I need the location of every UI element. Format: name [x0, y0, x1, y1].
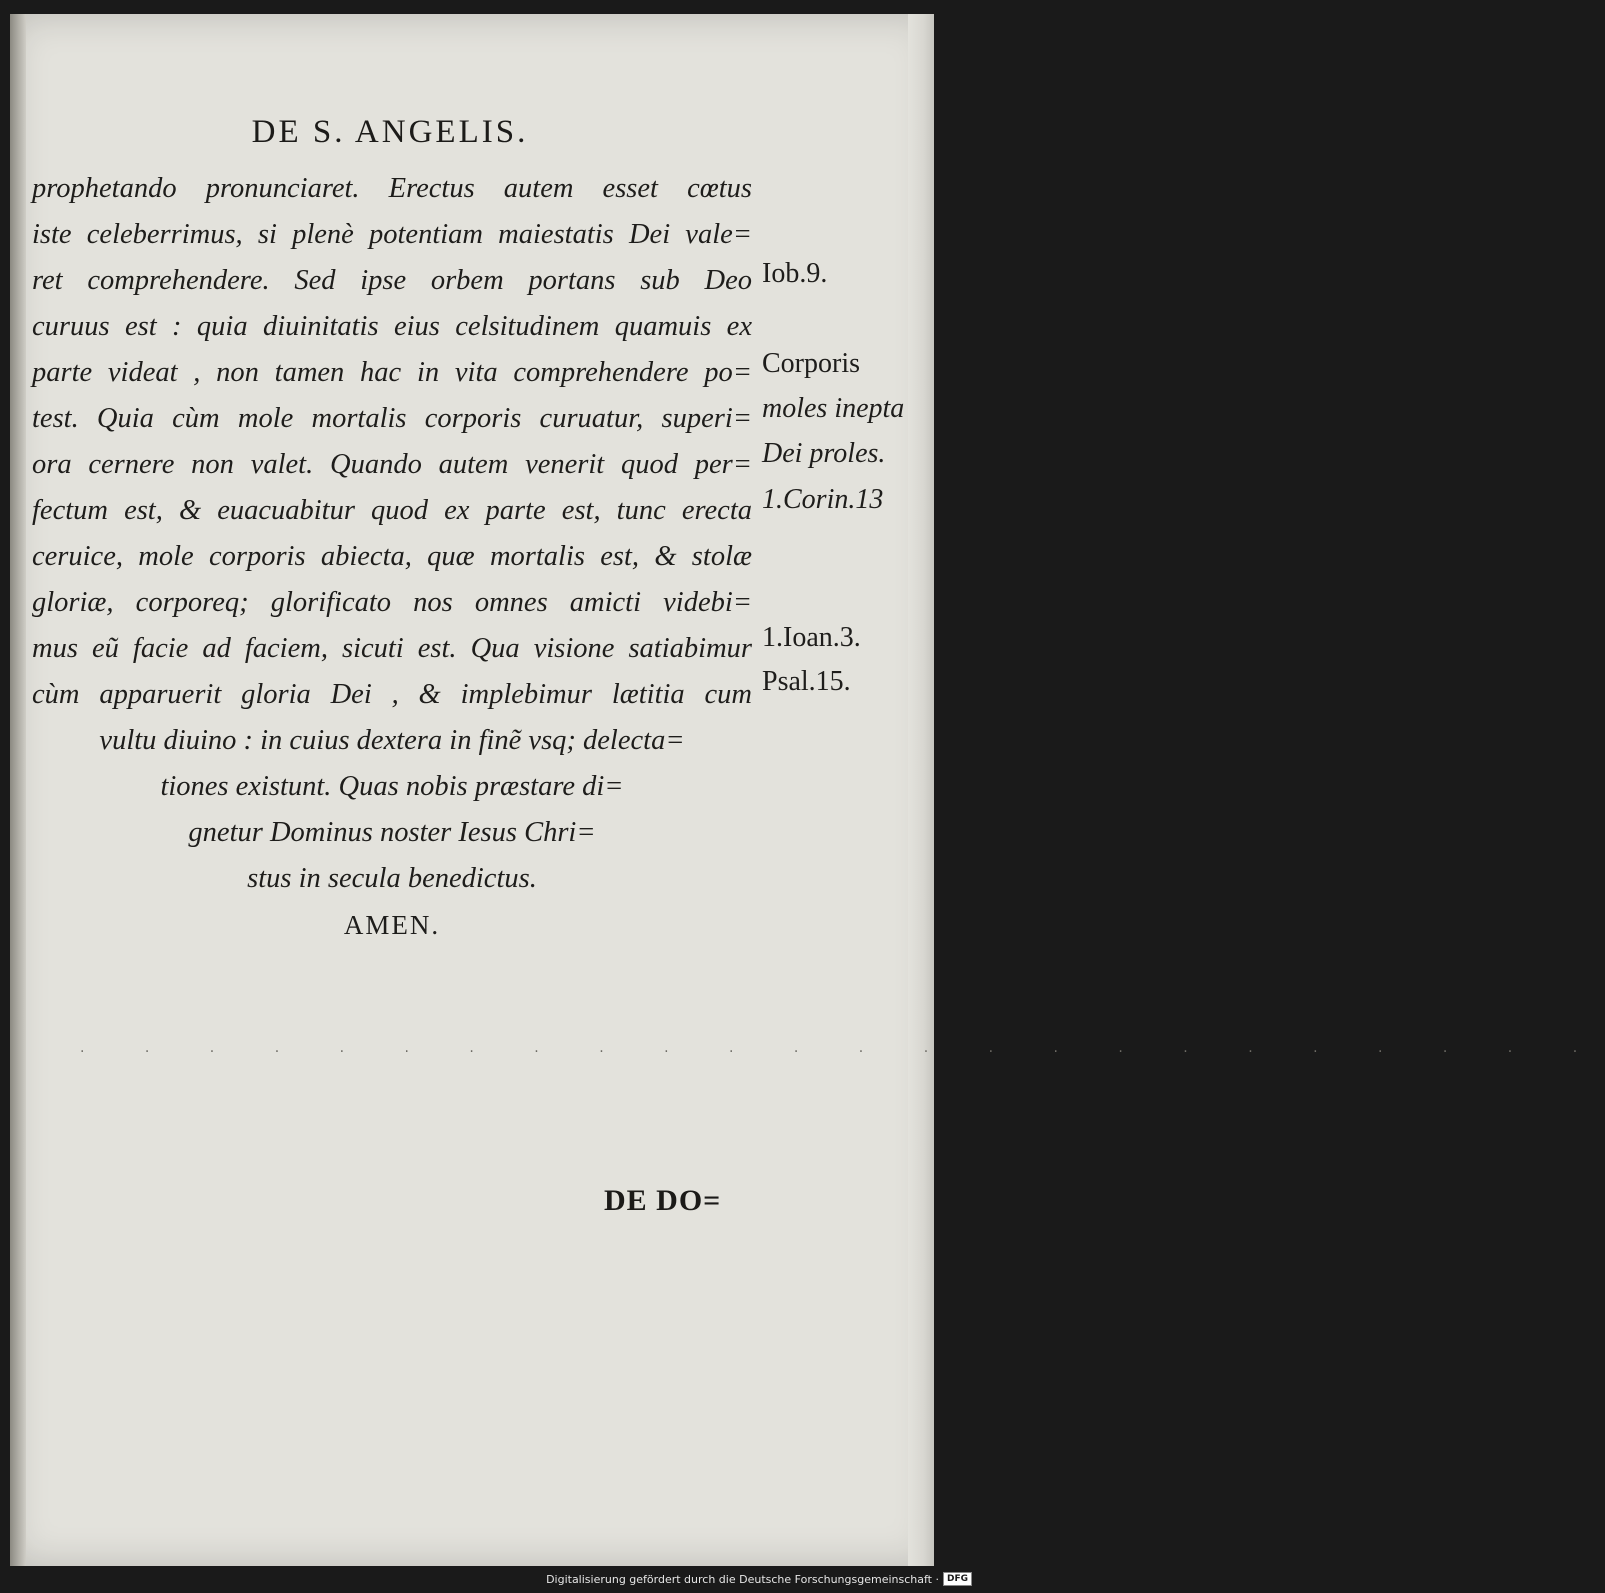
- text-line: cùm apparuerit gloria Dei , & implebimur lætitia cum: [32, 679, 752, 710]
- margin-note-reference: Psal.15.: [762, 666, 851, 697]
- text-line: ceruice, mole corporis abiecta, quæ mortalis est, & stolæ: [32, 541, 752, 572]
- text-line-tapered: stus in secula benedictus.: [247, 863, 537, 894]
- amen-line: AMEN.: [343, 910, 441, 940]
- show-through-dots: · · · · · · · · · · · · · · · · · · · · · · · ·: [80, 1044, 1605, 1060]
- text-line: test. Quia cùm mole mortalis corporis curuatur, superi=: [32, 403, 752, 434]
- text-line: fectum est, & euacuabitur quod ex parte est, tunc erecta: [32, 495, 752, 526]
- margin-note: Corporis: [762, 348, 860, 379]
- text-line: ora cernere non valet. Quando autem venerit quod per=: [32, 449, 752, 480]
- text-line: iste celeberrimus, si plenè potentiam maiestatis Dei vale=: [32, 219, 752, 250]
- book-page: [10, 14, 1605, 1566]
- credit-text: Digitalisierung gefördert durch die Deutsche Forschungsgemeinschaft ·: [546, 1572, 939, 1586]
- dfg-logo: DFG: [943, 1572, 972, 1586]
- catchword: DE DO=: [604, 1184, 722, 1217]
- page-edge: [908, 14, 934, 1566]
- text-line: gloriæ, corporeq; glorificato nos omnes amicti videbi=: [32, 587, 752, 618]
- margin-note: moles inepta: [762, 393, 905, 424]
- text-line: mus eũ facie ad faciem, sicuti est. Qua visione satiabimur: [32, 633, 752, 664]
- text-line: prophetando pronunciaret. Erectus autem esset cœtus: [32, 173, 752, 204]
- text-line-tapered: gnetur Dominus noster Iesus Chri=: [188, 817, 596, 848]
- digitization-credit: [546, 1569, 972, 1589]
- main-text: [32, 166, 752, 948]
- margin-note-reference: Iob.9.: [762, 258, 828, 289]
- text-line: curuus est : quia diuinitatis eius celsitudinem quamuis ex: [32, 311, 752, 342]
- text-line: parte videat , non tamen hac in vita comprehendere po=: [32, 357, 752, 388]
- margin-note-reference: 1.Corin.13: [762, 484, 884, 515]
- text-line: ret comprehendere. Sed ipse orbem portans sub Deo: [32, 265, 752, 296]
- text-line-tapered: tiones existunt. Quas nobis præstare di=: [160, 771, 624, 802]
- text-line-tapered: vultu diuino : in cuius dextera in finẽ vsq; delecta=: [99, 725, 685, 756]
- margin-note: Dei proles.: [762, 438, 886, 469]
- margin-note-reference: 1.Ioan.3.: [762, 622, 861, 653]
- running-header: DE S. ANGELIS.: [251, 114, 529, 150]
- page-gutter-shadow: [10, 14, 26, 1566]
